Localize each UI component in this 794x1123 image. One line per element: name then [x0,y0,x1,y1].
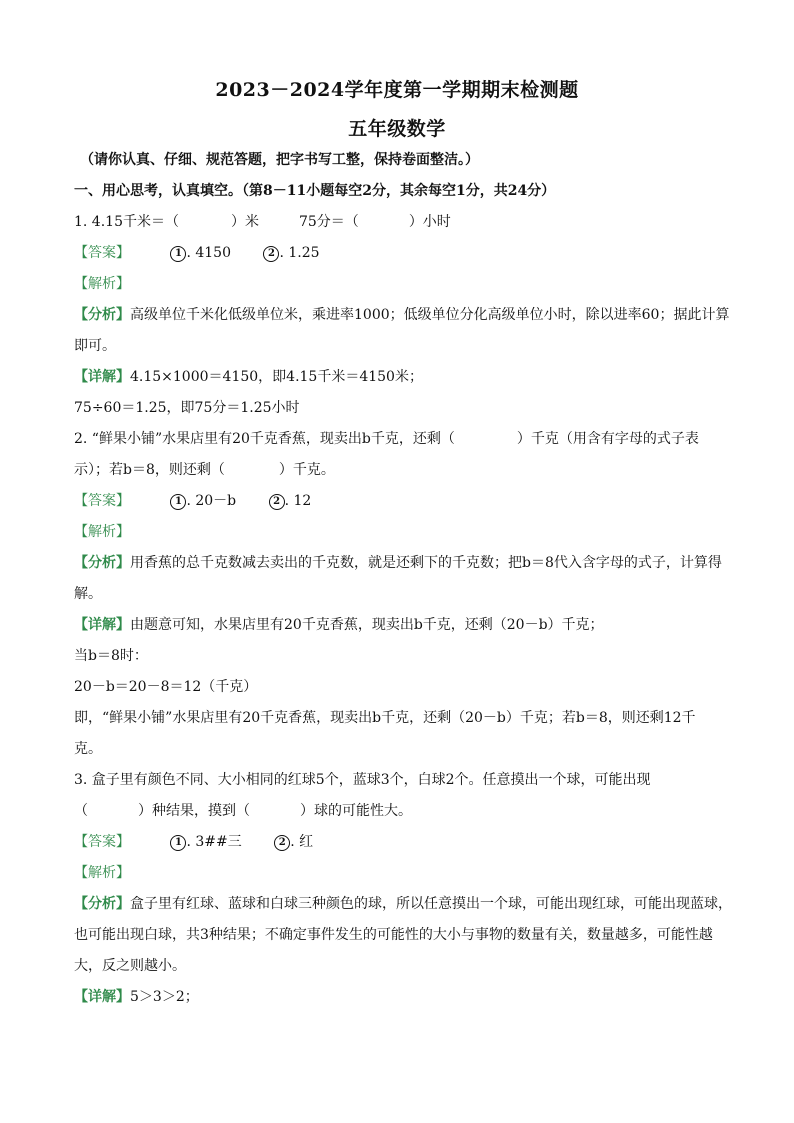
q1-text-a: 1. 4.15千米＝（ [74,214,179,230]
q2-detail-line: 20－b＝20－8＝12（千克） [74,679,258,695]
q1-answer [74,243,728,263]
q1-text-c: 75分＝（ [298,214,359,230]
q2-detail: 【详解】由题意可知，水果店里有20千克香蕉，现卖出b千克，还剩（20－b）千克； [74,617,604,633]
answer-item: 1 . 4150 [170,243,231,263]
exam-subtitle: 五年级数学 [348,118,446,140]
fenxi-tag: 【分析】 [74,307,130,323]
q2-detail-line: 即，“鲜果小铺”水果店里有20千克香蕉，现卖出b千克，还剩（20－b）千克；若b＝8，则还剩12千 [74,710,696,726]
answer-tag: 【答案】 [74,245,130,261]
q1-text-b: ）米 [230,214,259,230]
q3-analysis-cont: 也可能出现白球，共3种结果；不确定事件发生的可能性的大小与事物的数量有关，数量越多，可能性越 [74,927,713,943]
jiexi-tag: 【解析】 [74,865,130,881]
q2-detail-line: 当b＝8时： [74,648,148,664]
question-3: 3. 盒子里有颜色不同、大小相同的红球5个，蓝球3个，白球2个。任意摸出一个球，可能出现 [74,772,651,788]
circled-number: 1 [170,494,186,510]
fenxi-tag: 【分析】 [74,555,130,571]
q3-analysis-cont: 大，反之则越小。 [74,958,186,974]
exam-title: 2023－2024学年度第一学期期末检测题 [215,79,579,101]
q1-detail: 【详解】4.15×1000＝4150，即4.15千米＝4150米； [74,369,423,385]
question-2: 2. “鲜果小铺”水果店里有20千克香蕉，现卖出b千克，还剩（ ）千克（用含有字母的式子表 [74,431,699,447]
answer-item: 2 . 12 [269,491,312,511]
xiangjie-tag: 【详解】 [74,617,130,633]
q3-analysis: 【分析】盒子里有红球、蓝球和白球三种颜色的球，所以任意摸出一个球，可能出现红球，可能出现蓝球， [74,896,732,912]
circled-number: 1 [170,835,186,851]
jiexi-tag: 【解析】 [74,276,130,292]
q2-answer [74,491,728,511]
answer-item: 2 . 1.25 [263,243,319,263]
q2-analysis: 【分析】用香蕉的总千克数减去卖出的千克数，就是还剩下的千克数；把b＝8代入含字母的式子，计算得 [74,555,722,571]
answer-item: 2 . 红 [274,832,313,852]
xiangjie-tag: 【详解】 [74,989,130,1005]
q3-detail: 【详解】5＞3＞2； [74,989,199,1005]
circled-number: 2 [269,494,285,510]
q1-analysis: 【分析】高级单位千米化低级单位米，乘进率1000；低级单位分化高级单位小时，除以进率60；据此计算 [74,307,730,323]
question-3-cont: （ ）种结果，摸到（ ）球的可能性大。 [74,803,412,819]
answer-tag: 【答案】 [74,493,130,509]
q1-text-d: ）小时 [408,214,451,230]
section-heading: 一、用心思考，认真填空。（第8－11小题每空2分，其余每空1分，共24分） [74,183,556,199]
q3-answer [74,832,728,852]
circled-number: 2 [274,835,290,851]
q1-analysis-cont: 即可。 [74,338,116,354]
fenxi-tag: 【分析】 [74,896,130,912]
q2-detail-line: 克。 [74,741,102,757]
circled-number: 1 [170,246,186,262]
answer-tag: 【答案】 [74,834,130,850]
answer-item: 1 . 20－b [170,491,236,511]
xiangjie-tag: 【详解】 [74,369,130,385]
question-2-cont: 示）；若b＝8，则还剩（ ）千克。 [74,462,335,478]
exam-instruction: （请你认真、仔细、规范答题，把字书写工整，保持卷面整洁。） [80,152,479,168]
circled-number: 2 [263,246,279,262]
answer-item: 1 . 3##三 [170,832,241,852]
jiexi-tag: 【解析】 [74,524,130,540]
q2-analysis-cont: 解。 [74,586,102,602]
q1-detail-cont: 75÷60＝1.25，即75分＝1.25小时 [74,400,300,416]
question-1 [74,212,728,232]
